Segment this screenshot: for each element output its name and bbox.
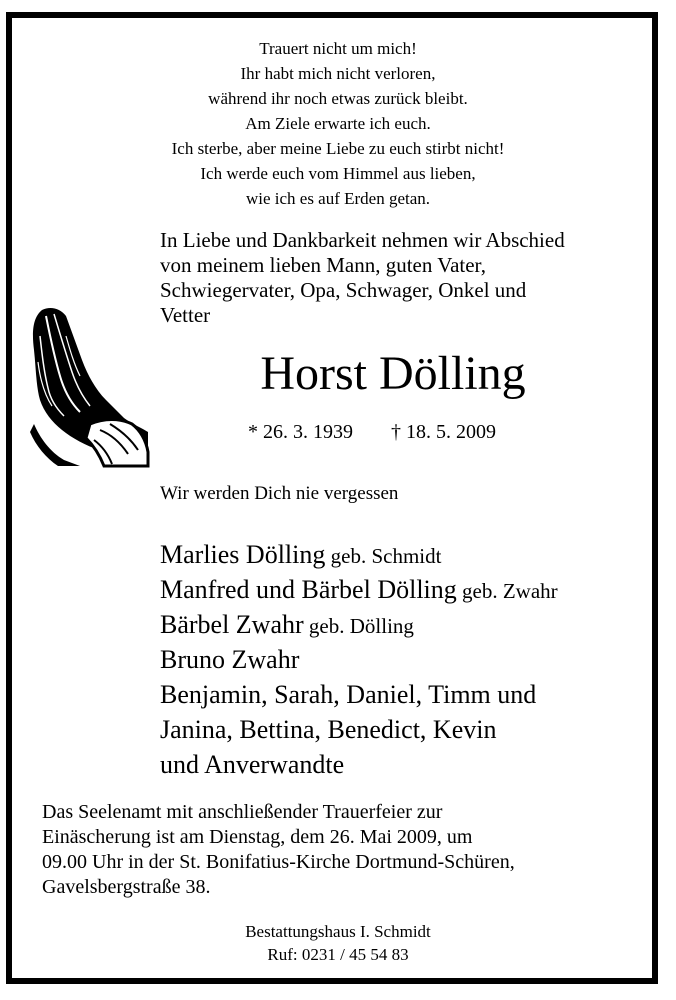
family-member: [160, 748, 558, 783]
poem-line: Ihr habt mich nicht verloren,: [240, 64, 436, 83]
intro-line: von meinem lieben Mann, guten Vater,: [160, 253, 486, 277]
undertaker-info: [0, 920, 676, 966]
poem-line: Ich sterbe, aber meine Liebe zu euch stirbt nicht!: [171, 139, 505, 158]
member-name: und Anverwandte: [160, 750, 345, 779]
undertaker-phone: Ruf: 0231 / 45 54 83: [267, 945, 409, 964]
family-member: [160, 678, 558, 713]
service-info: [42, 800, 642, 900]
member-name: Benjamin, Sarah, Daniel, Timm und: [160, 680, 537, 709]
family-member: [160, 608, 558, 643]
service-line: Das Seelenamt mit anschließender Trauerfeier zur: [42, 801, 443, 823]
member-name: Bärbel Zwahr: [160, 610, 304, 639]
poem-line: wie ich es auf Erden getan.: [245, 189, 431, 208]
poem: [0, 36, 676, 211]
praying-hands-icon: [20, 306, 150, 468]
intro-line: Vetter: [160, 303, 211, 327]
member-note: geb. Dölling: [303, 614, 414, 638]
member-note: geb. Zwahr: [456, 579, 558, 603]
death-date: † 18. 5. 2009: [391, 421, 496, 443]
family-member: [160, 713, 558, 748]
family-member: [160, 538, 558, 573]
family-list: [160, 538, 558, 783]
undertaker-name: Bestattungshaus I. Schmidt: [245, 922, 431, 941]
farewell-intro: [160, 228, 630, 328]
member-note: geb. Schmidt: [325, 544, 442, 568]
poem-line: Am Ziele erwarte ich euch.: [245, 114, 431, 133]
service-line: 09.00 Uhr in der St. Bonifatius-Kirche Dortmund-Schüren,: [42, 851, 515, 873]
poem-line: Trauert nicht um mich!: [259, 39, 417, 58]
poem-line: während ihr noch etwas zurück bleibt.: [208, 89, 468, 108]
deceased-name: Horst Dölling: [260, 347, 526, 400]
service-line: Gavelsbergstraße 38.: [42, 876, 211, 898]
tagline: Wir werden Dich nie vergessen: [160, 483, 399, 504]
member-name: Manfred und Bärbel Dölling: [160, 575, 457, 604]
family-member: [160, 573, 558, 608]
member-name: Marlies Dölling: [160, 540, 326, 569]
intro-line: In Liebe und Dankbarkeit nehmen wir Abschied: [160, 228, 565, 252]
birth-date: * 26. 3. 1939: [248, 421, 353, 443]
member-name: Janina, Bettina, Benedict, Kevin: [160, 715, 497, 744]
intro-line: Schwiegervater, Opa, Schwager, Onkel und: [160, 278, 527, 302]
poem-line: Ich werde euch vom Himmel aus lieben,: [200, 164, 476, 183]
life-dates: [248, 418, 496, 446]
family-member: [160, 643, 558, 678]
service-line: Einäscherung ist am Dienstag, dem 26. Mai 2009, um: [42, 826, 473, 848]
member-name: Bruno Zwahr: [160, 645, 300, 674]
